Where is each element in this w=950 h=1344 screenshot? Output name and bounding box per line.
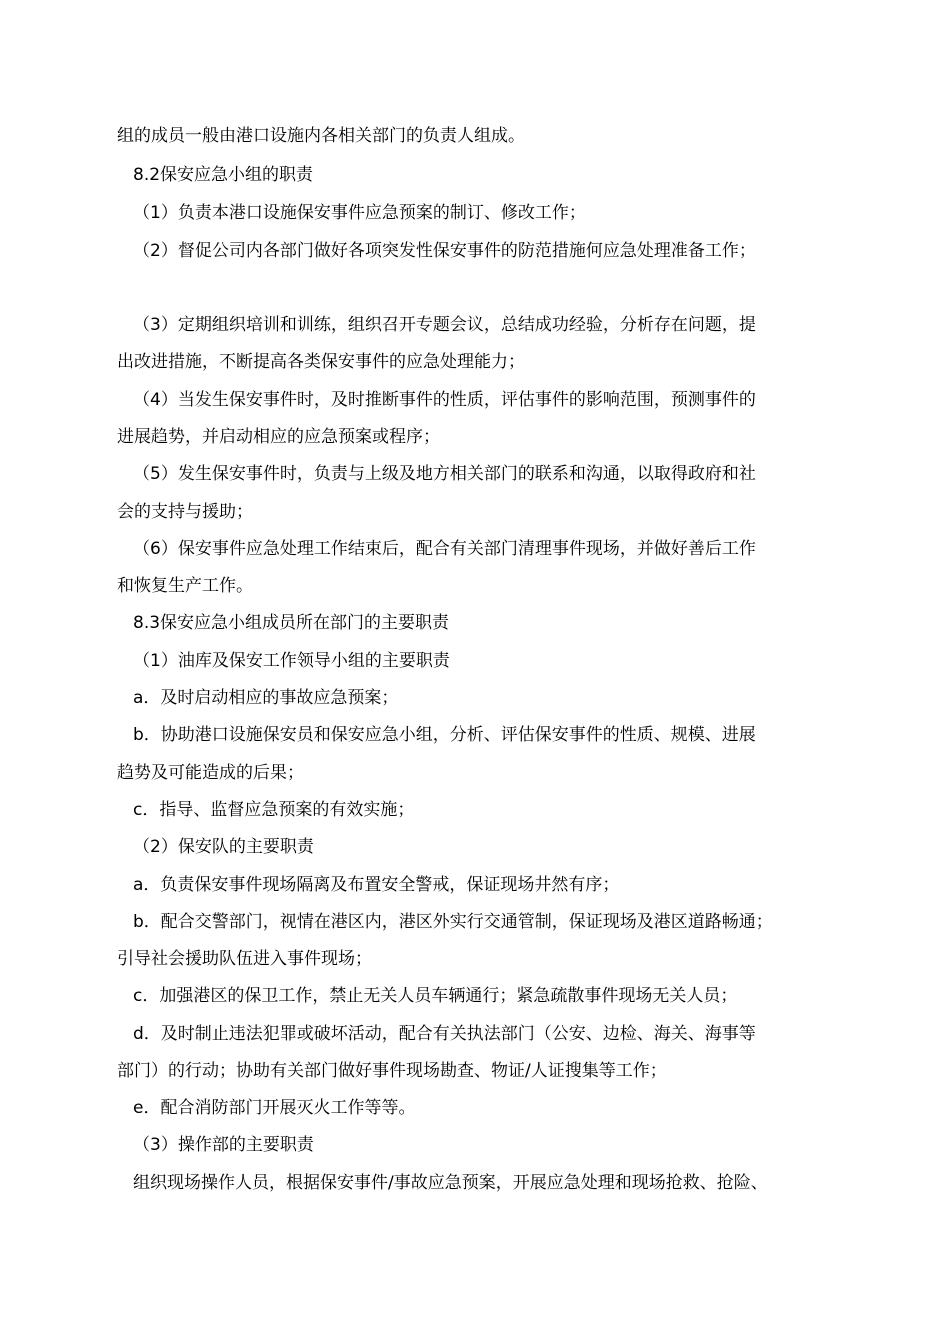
paragraph-line: 部门）的行动；协助有关部门做好事件现场勘查、物证/人证搜集等工作； bbox=[117, 1061, 667, 1081]
list-item: （6）保安事件应急处理工作结束后，配合有关部门清理事件现场，并做好善后工作 bbox=[133, 539, 756, 559]
list-item: （4）当发生保安事件时，及时推断事件的性质，评估事件的影响范围，预测事件的 bbox=[133, 390, 756, 410]
list-item: （2）督促公司内各部门做好各项突发性保安事件的防范措施何应急处理准备工作； bbox=[133, 241, 756, 261]
list-item: （3）定期组织培训和训练，组织召开专题会议，总结成功经验，分析存在问题，提 bbox=[133, 315, 756, 335]
paragraph-line: 趋势及可能造成的后果； bbox=[117, 763, 304, 783]
paragraph-line: 进展趋势，并启动相应的应急预案或程序； bbox=[117, 427, 440, 447]
paragraph-line: 引导社会援助队伍进入事件现场； bbox=[117, 949, 372, 969]
paragraph-line: 会的支持与援助； bbox=[117, 502, 253, 522]
list-item: e．配合消防部门开展灭火工作等等。 bbox=[133, 1098, 416, 1118]
section-heading: （3）操作部的主要职责 bbox=[133, 1135, 314, 1155]
paragraph-line: 出改进措施，不断提高各类保安事件的应急处理能力； bbox=[117, 352, 525, 372]
list-item: （1）负责本港口设施保安事件应急预案的制订、修改工作； bbox=[133, 203, 586, 223]
section-heading: 8.3保安应急小组成员所在部门的主要职责 bbox=[133, 613, 450, 633]
paragraph-line: 组织现场操作人员，根据保安事件/事故应急预案，开展应急处理和现场抢救、抢险、 bbox=[133, 1173, 768, 1193]
paragraph-line: 和恢复生产工作。 bbox=[117, 576, 253, 596]
paragraph-line: 组的成员一般由港口设施内各相关部门的负责人组成。 bbox=[117, 126, 525, 146]
list-item: a．及时启动相应的事故应急预案； bbox=[133, 688, 399, 708]
list-item: c．加强港区的保卫工作，禁止无关人员车辆通行；紧急疏散事件现场无关人员； bbox=[133, 986, 738, 1006]
list-item: c．指导、监督应急预案的有效实施； bbox=[133, 800, 415, 820]
list-item: （1）油库及保安工作领导小组的主要职责 bbox=[133, 651, 450, 671]
list-item: b．协助港口设施保安员和保安应急小组，分析、评估保安事件的性质、规模、进展 bbox=[133, 725, 756, 745]
list-item: b．配合交警部门，视情在港区内，港区外实行交通管制，保证现场及港区道路畅通； bbox=[133, 912, 773, 932]
list-item: d．及时制止违法犯罪或破坏活动，配合有关执法部门（公安、边检、海关、海事等 bbox=[133, 1024, 756, 1044]
list-item: （2）保安队的主要职责 bbox=[133, 837, 314, 857]
list-item: a．负责保安事件现场隔离及布置安全警戒，保证现场井然有序； bbox=[133, 875, 620, 895]
list-item: （5）发生保安事件时，负责与上级及地方相关部门的联系和沟通，以取得政府和社 bbox=[133, 464, 756, 484]
section-heading: 8.2保安应急小组的职责 bbox=[133, 165, 314, 185]
